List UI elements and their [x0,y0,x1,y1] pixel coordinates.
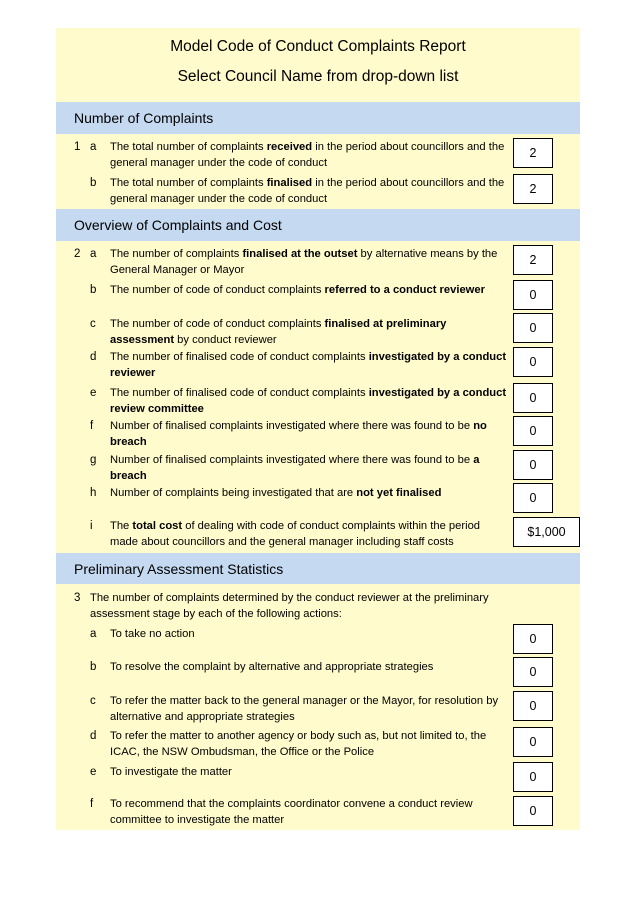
item-text: The number of complaints finalised at the outset by alternative means by the General Manager or Mayor [110,248,498,276]
section-header-preliminary-assessment: Preliminary Assessment Statistics [56,553,580,584]
value-field[interactable]: 0 [513,624,553,654]
item-letter: b [90,284,97,296]
section-header-overview: Overview of Complaints and Cost [56,209,580,241]
item-text: The number of finalised code of conduct complaints investigated by a conduct reviewer [110,351,507,379]
value-field[interactable]: 0 [513,280,553,310]
section-header-number-of-complaints: Number of Complaints [56,102,580,134]
value-field[interactable]: 0 [513,691,553,721]
value-field[interactable]: 0 [513,483,553,513]
question-number: 3 [74,592,81,604]
item-text: The total number of complaints received in the period about councillors and the general manager under the code of conduct [110,141,505,169]
item-text: To refer the matter to another agency or body such as, but not limited to, the ICAC, the NSW Ombudsman, the Office or the Police [110,730,487,758]
item-text: To refer the matter back to the general manager or the Mayor, for resolution by alternative and appropriate strategies [110,695,499,723]
value-field[interactable]: 0 [513,383,553,413]
item-letter: g [90,454,97,466]
item-letter: f [90,420,94,432]
item-text: The number of code of conduct complaints referred to a conduct reviewer [110,284,485,296]
value-field[interactable]: 0 [513,450,553,480]
item-text: The total number of complaints finalised in the period about councillors and the general manager under the code of conduct [110,177,505,205]
item-text: The total cost of dealing with code of conduct complaints within the period made about councillors and the general manager including staff costs [110,520,481,548]
value-field[interactable]: 0 [513,727,553,757]
item-text: To investigate the matter [110,766,232,778]
item-letter: a [90,141,97,153]
question-intro: The number of complaints determined by the conduct reviewer at the preliminary assessment stage by each of the following actions: [90,592,489,620]
value-field[interactable]: 0 [513,347,553,377]
question-number: 1 [74,141,81,153]
item-text: Number of finalised complaints investigated where there was found to be a breach [110,454,480,482]
item-text: The number of code of conduct complaints finalised at preliminary assessment by conduct reviewer [110,318,447,346]
value-field[interactable]: 2 [513,245,553,275]
item-text: To take no action [110,628,195,640]
report-title: Model Code of Conduct Complaints Report [170,38,466,55]
value-field[interactable]: 0 [513,416,553,446]
value-field[interactable]: 0 [513,313,553,343]
value-field[interactable]: 0 [513,796,553,826]
value-field[interactable]: 0 [513,762,553,792]
cost-field[interactable]: $1,000 [513,517,580,547]
value-field[interactable]: 0 [513,657,553,687]
item-letter: c [90,695,96,707]
item-letter: b [90,177,97,189]
value-field[interactable]: 2 [513,174,553,204]
item-text: To resolve the complaint by alternative and appropriate strategies [110,661,434,673]
item-letter: c [90,318,96,330]
item-text: To recommend that the complaints coordinator convene a conduct review committee to investigate the matter [110,798,473,826]
item-letter: e [90,387,97,399]
item-text: Number of finalised complaints investigated where there was found to be no breach [110,420,487,448]
item-letter: b [90,661,97,673]
item-text: The number of finalised code of conduct complaints investigated by a conduct review committee [110,387,507,415]
item-letter: d [90,351,97,363]
council-select[interactable]: Select Council Name from drop-down list [177,68,459,85]
item-letter: a [90,628,97,640]
item-text: Number of complaints being investigated that are not yet finalised [110,487,442,499]
item-letter: e [90,766,97,778]
item-letter: h [90,487,97,499]
item-letter: i [90,520,93,532]
question-number: 2 [74,248,81,260]
item-letter: a [90,248,97,260]
item-letter: d [90,730,97,742]
value-field[interactable]: 2 [513,138,553,168]
item-letter: f [90,798,94,810]
